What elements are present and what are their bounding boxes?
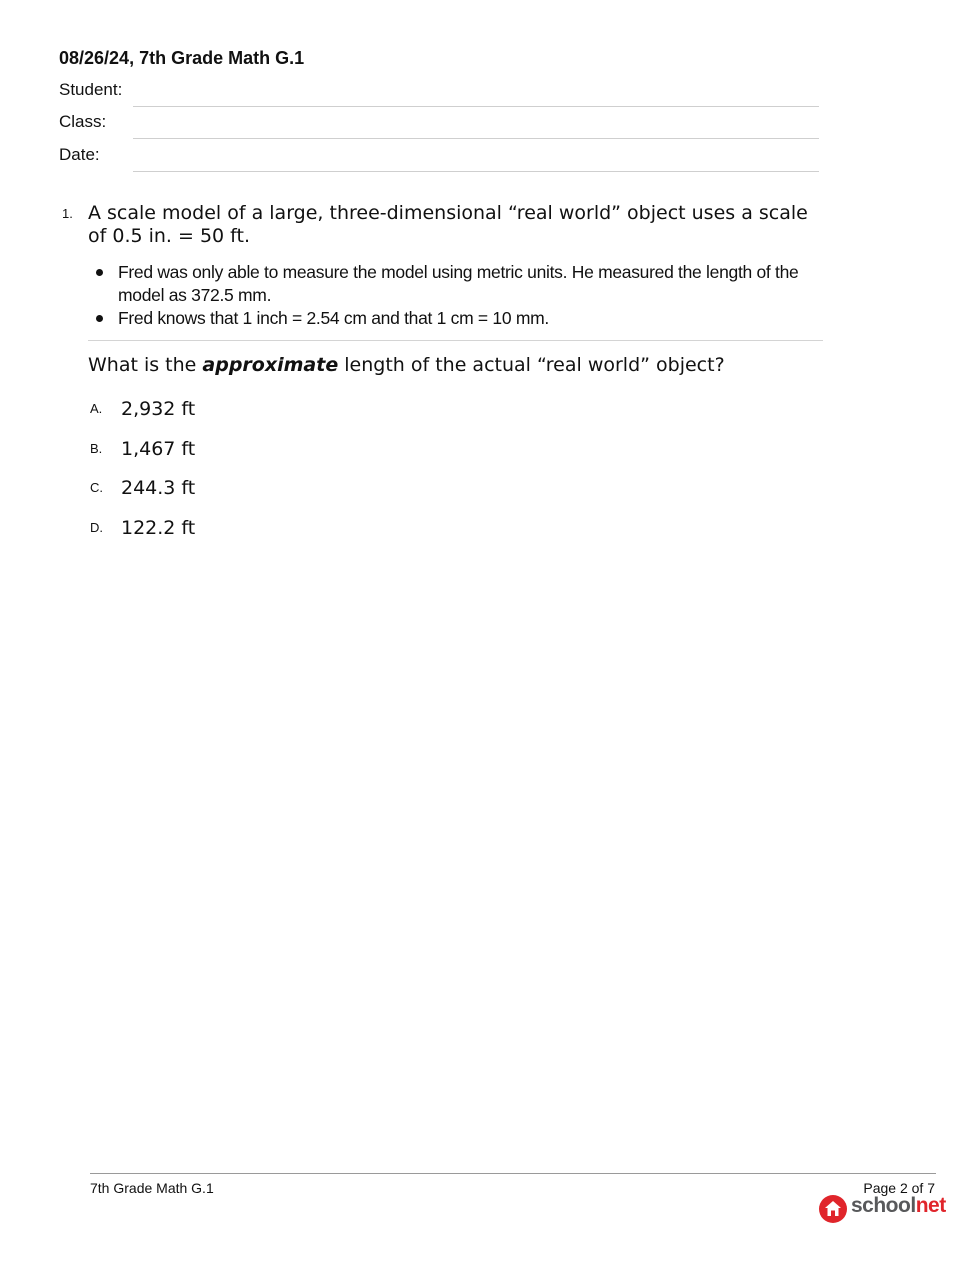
prompt-emphasis: approximate [202, 354, 339, 376]
choice-letter: D. [90, 520, 103, 535]
choice-text: 122.2 ft [121, 517, 196, 539]
date-line [133, 171, 819, 172]
student-field [59, 80, 819, 110]
bullet-text: Fred knows that 1 inch = 2.54 cm and that 1 cm = 10 mm. [118, 308, 549, 328]
question-prompt [88, 354, 725, 376]
bullet-dot [96, 315, 103, 322]
footer-title: 7th Grade Math G.1 [90, 1180, 214, 1196]
choice-text: 1,467 ft [121, 438, 196, 460]
prompt-after: length of the actual “real world” object? [338, 354, 725, 376]
schoolnet-logo [819, 1194, 946, 1224]
logo-text-net: net [915, 1194, 946, 1217]
class-line [133, 138, 819, 139]
bullet-text: Fred was only able to measure the model using metric units. He measured the length of the model as 372.5 mm. [118, 262, 799, 305]
bullet-dot [96, 269, 103, 276]
house-icon [819, 1195, 847, 1223]
class-label: Class: [59, 112, 107, 131]
page-number: Page 2 of 7 [863, 1180, 935, 1196]
bullet-item [96, 307, 826, 330]
choice-letter: A. [90, 401, 103, 416]
choice-text: 244.3 ft [121, 477, 196, 499]
date-field [59, 145, 819, 175]
choice-letter: C. [90, 480, 103, 495]
prompt-before: What is the [88, 354, 203, 376]
logo-text [851, 1194, 946, 1218]
question-number: 1. [62, 206, 73, 221]
question-stem: A scale model of a large, three-dimensional “real world” object uses a scale of 0.5 in. = 50 ft. [88, 202, 808, 247]
question-bullets [96, 261, 826, 330]
logo-text-school: school [851, 1194, 916, 1217]
class-field [59, 112, 819, 142]
choice-letter: B. [90, 441, 103, 456]
student-label: Student: [59, 80, 123, 99]
student-line [133, 106, 819, 107]
footer-divider [90, 1173, 936, 1174]
divider [88, 340, 823, 341]
bullet-item [96, 261, 826, 307]
choice-text: 2,932 ft [121, 398, 196, 420]
date-label: Date: [59, 145, 100, 164]
header-title: 08/26/24, 7th Grade Math G.1 [59, 48, 305, 68]
